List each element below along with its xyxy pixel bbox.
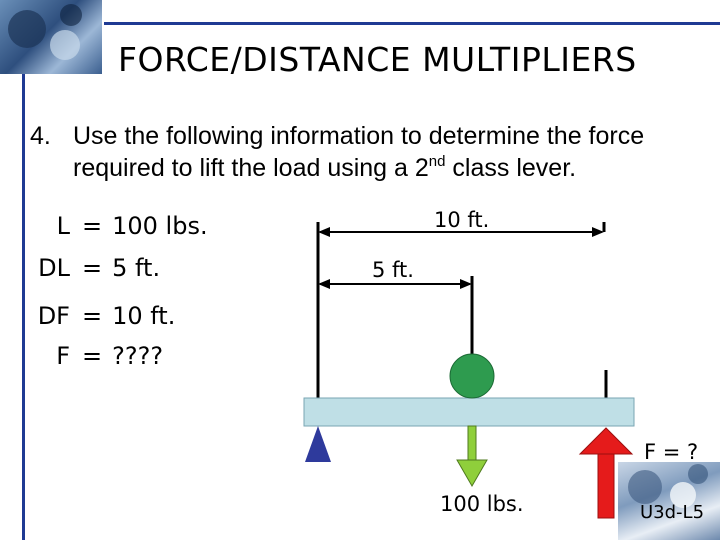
- given-dl-op: =: [82, 254, 103, 282]
- dim-10ft-arrow-right: [592, 227, 604, 237]
- load-label: 100 lbs.: [440, 492, 524, 516]
- given-force-label: F: [56, 342, 70, 370]
- given-load-value: 100 lbs.: [112, 212, 208, 240]
- given-df-op: =: [82, 302, 103, 330]
- dimension-5ft: [318, 276, 472, 356]
- given-force-op: =: [82, 342, 103, 370]
- dim-5ft-arrow-right: [460, 279, 472, 289]
- question-line2-pre: required to lift the load using a 2: [73, 154, 429, 182]
- lever-beam: [304, 398, 634, 426]
- fulcrum-icon: [305, 426, 331, 462]
- slide-code: U3d-L5: [640, 502, 705, 523]
- load-ball-icon: [450, 354, 494, 398]
- load-arrow-shaft: [468, 426, 476, 460]
- question-line2-post: class lever.: [445, 154, 577, 182]
- dim-5ft-arrow-left: [318, 279, 330, 289]
- dim-10ft-label: 10 ft.: [434, 208, 490, 232]
- given-df-label: DF: [37, 302, 70, 330]
- dim-5ft-label: 5 ft.: [372, 258, 414, 282]
- slide-title: FORCE/DISTANCE MULTIPLIERS: [118, 40, 637, 79]
- force-label: F = ?: [644, 440, 699, 464]
- given-load-op: =: [82, 212, 103, 240]
- given-load-label: L: [56, 212, 70, 240]
- load-arrow-head: [457, 460, 487, 486]
- question-line1: Use the following information to determine the force: [73, 122, 645, 150]
- given-df-value: 10 ft.: [112, 302, 176, 330]
- given-force-value: ????: [112, 342, 164, 370]
- question-number: 4.: [30, 122, 51, 150]
- force-arrow-shaft: [598, 454, 614, 518]
- given-dl-value: 5 ft.: [112, 254, 161, 282]
- dim-10ft-arrow-left: [318, 227, 330, 237]
- force-arrow-head: [580, 428, 632, 454]
- question-line2-sup: nd: [428, 153, 446, 170]
- given-dl-label: DL: [38, 254, 70, 282]
